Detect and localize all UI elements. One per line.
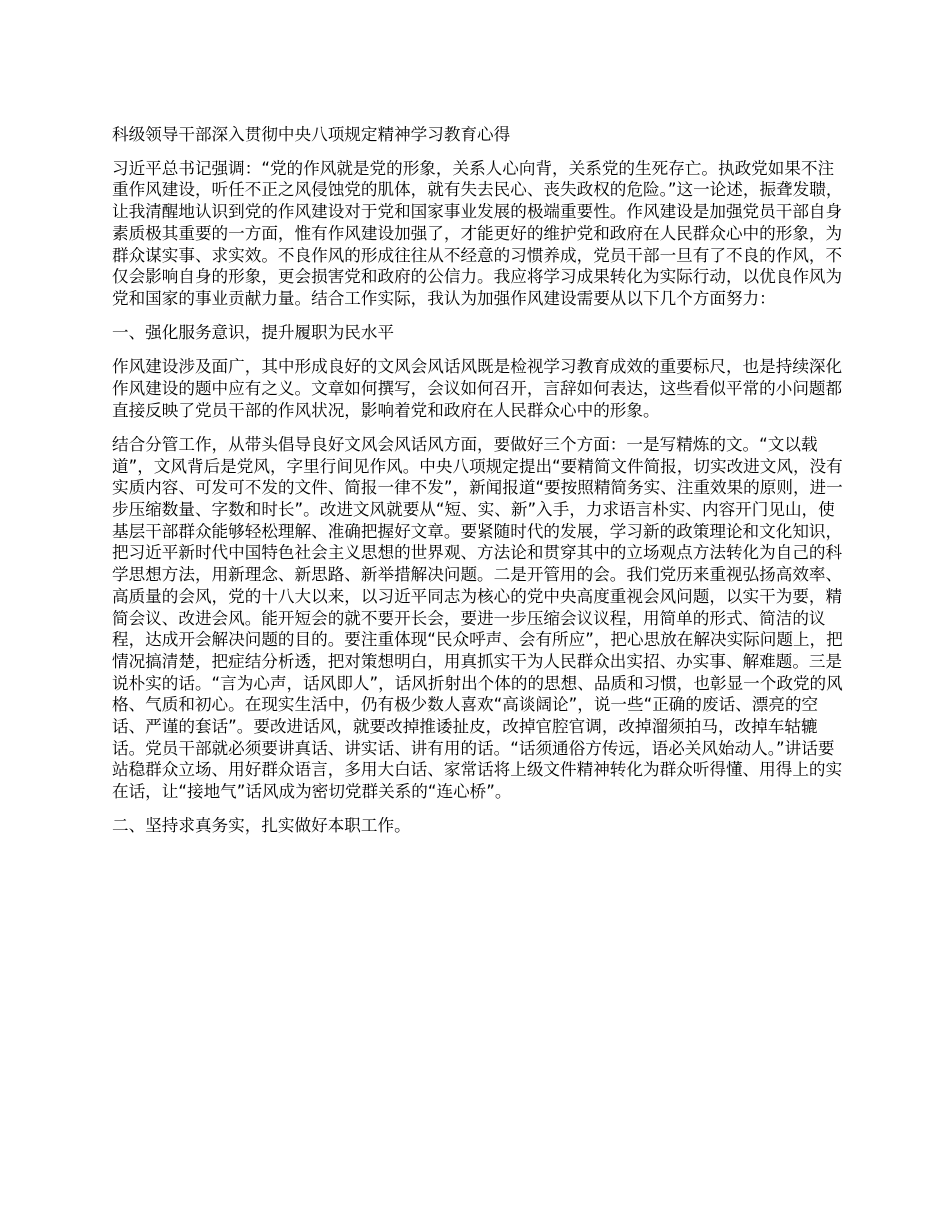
- intro-paragraph: 习近平总书记强调：“党的作风就是党的形象，关系人心向背，关系党的生死存亡。执政党如果不注重作风建设，听任不正之风侵蚀党的肌体，就有失去民心、丧失政权的危险。”这一论述，振聋发聩，让我清醒地认识到党的作风建设对于党和国家事业发展的极端重要性。作风建设是加强党员干部自身素质极其重要的一方面，惟有作风建设加强了，才能更好的维护党和政府在人民群众心中的形象，为群众谋实事、求实效。不良作风的形成往往从不经意的习惯养成，党员干部一旦有了不良的作风，不仅会影响自身的形象，更会损害党和政府的公信力。我应将学习成果转化为实际行动，以优良作风为党和国家的事业贡献力量。结合工作实际，我认为加强作风建设需要从以下几个方面努力：: [112, 158, 843, 308]
- section-heading-2: 二、坚持求真务实，扎实做好本职工作。: [112, 816, 411, 836]
- section-1-paragraph-2: 结合分管工作，从带头倡导良好文风会风话风方面，要做好三个方面：一是写精炼的文。“文以载道”，文风背后是党风，字里行间见作风。中央八项规定提出“要精简文件简报，切实改进文风，没有实质内容、可发可不发的文件、简报一律不发”，新闻报道“要按照精简务实、注重效果的原则，进一步压缩数量、字数和时长”。改进文风就要从“短、实、新”入手，力求语言朴实、内容开门见山，使基层干部群众能够轻松理解、准确把握好文章。要紧随时代的发展，学习新的政策理论和文化知识，把习近平新时代中国特色社会主义思想的世界观、方法论和贯穿其中的立场观点方法转化为自己的科学思想方法，用新理念、新思路、新举措解决问题。二是开管用的会。我们党历来重视弘扬高效率、高质量的会风，党的十八大以来，以习近平同志为核心的党中央高度重视会风问题，以实干为要，精简会议、改进会风。能开短会的就不要开长会，要进一步压缩会议议程，用简单的形式、简洁的议程，达成开会解决问题的目的。要注重体现“民众呼声、会有所应”，把心思放在解决实际问题上，把情况搞清楚，把症结分析透，把对策想明白，用真抓实干为人民群众出实招、办实事、解难题。三是说朴实的话。“言为心声，话风即人”，话风折射出个体的的思想、品质和习惯，也彰显一个政党的风格、气质和初心。在现实生活中，仍有极少数人喜欢“高谈阔论”，说一些“正确的废话、漂亮的空话、严谨的套话”。要改进话风，就要改掉推诿扯皮，改掉官腔官调，改掉溜须拍马，改掉车轱辘话。党员干部就必须要讲真话、讲实话、讲有用的话。“话须通俗方传远，语必关风始动人。”讲话要站稳群众立场、用好群众语言，多用大白话、家常话将上级文件精神转化为群众听得懂、用得上的实在话，让“接地气”话风成为密切党群关系的“连心桥”。: [112, 434, 843, 802]
- document-title: 科级领导干部深入贯彻中央八项规定精神学习教育心得: [112, 125, 511, 144]
- section-1-paragraph-1: 作风建设涉及面广，其中形成良好的文风会风话风既是检视学习教育成效的重要标尺，也是持续深化作风建设的题中应有之义。文章如何撰写，会议如何召开，言辞如何表达，这些看似平常的小问题都直接反映了党员干部的作风状况，影响着党和政府在人民群众心中的形象。: [112, 357, 843, 420]
- section-heading-1: 一、强化服务意识，提升履职为民水平: [112, 323, 395, 343]
- document-page: [112, 124, 844, 850]
